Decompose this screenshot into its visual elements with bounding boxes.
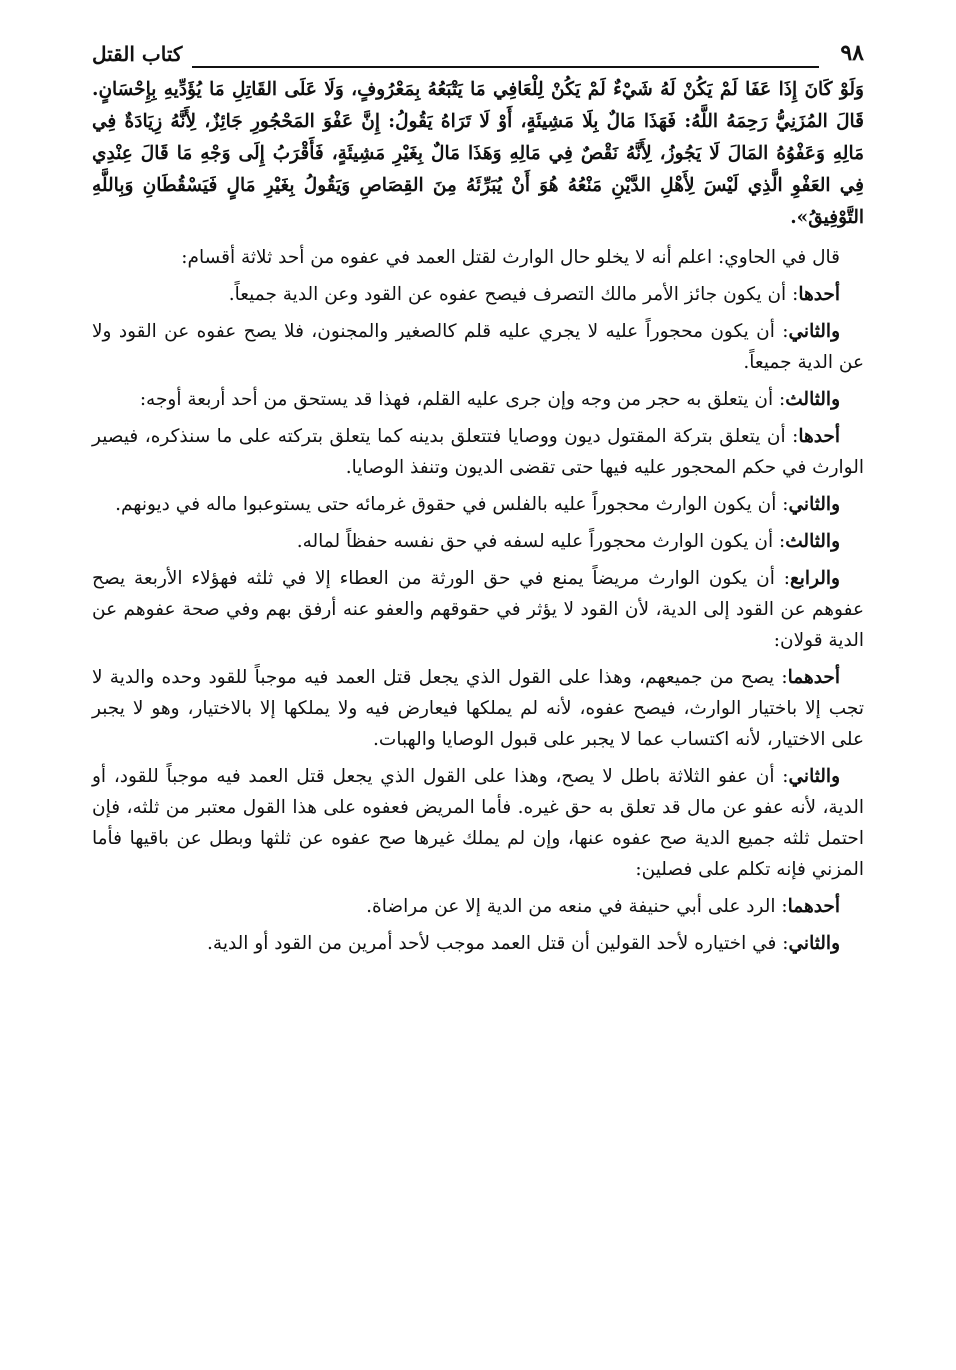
paragraph-lead: والثالث <box>785 389 840 410</box>
header-rule <box>192 66 819 68</box>
paragraph-text: : أن يتعلق بتركة المقتول ديون ووصايا فتتعلق بدينه كما يتعلق بتركته على ما سنذكره، فيصير الوارث في حكم المحجور عليه فيها حتى تقضى الديون وتنفذ الوصايا. <box>92 426 864 478</box>
paragraph <box>92 316 864 378</box>
paragraph <box>92 489 864 520</box>
paragraph-lead: والثاني <box>788 766 840 787</box>
paragraph-text: : أن يتعلق به حجر من وجه وإن جرى عليه القلم، فهذا قد يستحق من أحد أربعة أوجه: <box>139 389 786 410</box>
paragraph-intro <box>92 242 864 273</box>
quoted-text: وَلَوْ كَانَ إِذَا عَفَا لَمْ يَكُنْ لَهُ شَيْءٌ لَمْ يَكُنْ لِلْعَافِي مَا يَتْبَعُهُ بِمَعْرُوفٍ، وَلَا عَلَى القَاتِلِ مَا يُؤَدِّيهِ بِإِحْسَانٍ. قَالَ المُزَنِيُّ رَحِمَهُ اللَّهُ: فَهَذَا مَالٌ بِلَا مَشِيئَةٍ، أَوْ لَا تَرَاهُ يَقُولُ: إِنَّ عَفْوَ المَحْجُورِ جَائِزٌ، لِأَنَّهُ زِيَادَةٌ فِي مَالِهِ وَعَفْوُهُ المَالَ لَا يَجُوزُ، لِأَنَّهُ نَقْصٌ فِي مَالِهِ وَهَذَا مَالٌ بِغَيْرِ مَشِيئَةٍ، فَأَقْرَبُ إِلَى وَجْهِ مَا قَالَ عِنْدِي فِي العَفْوِ الَّذِي لَيْسَ لِأَهْلِ الدَّيْنِ مَنْعُهُ هُوَ أَنْ يُبَرِّئَهُ مِنَ القِصَاصِ وَيَقُولُ بِغَيْرِ مَالٍ فَيَسْقُطَانِ وَبِاللَّهِ التَّوْفِيقُ». <box>92 79 864 228</box>
book-page <box>92 40 864 1360</box>
paragraph <box>92 761 864 885</box>
paragraph-lead: والثالث <box>785 531 840 552</box>
paragraph-text: : أن يكون الوارث محجوراً عليه لسفه في حق نفسه حفظاً لماله. <box>296 531 786 552</box>
paragraph-text: : أن يكون جائز الأمر مالك التصرف فيصح عفوه عن القود وعن الدية جميعاً. <box>228 284 799 305</box>
paragraph <box>92 526 864 557</box>
paragraph-text: : أن يكون محجوراً عليه لا يجري عليه قلم كالصغير والمجنون، فلا يصح عفوه عن القود ولا عن الدية جميعاً. <box>92 321 864 373</box>
paragraph-text: : في اختياره لأحد القولين أن قتل العمد موجب لأحد أمرين من القود أو الدية. <box>207 933 789 954</box>
paragraph-lead: أحدهما <box>787 896 840 917</box>
paragraph <box>92 928 864 959</box>
paragraph-lead: والثاني <box>788 494 840 515</box>
paragraph-text: : أن عفو الثلاثة باطل لا يصح، وهذا على القول الذي يجعل قتل العمد فيه موجباً للقود، أو الدية، لأنه عفو عن مال قد تعلق به حق غيره. فأما المريض فعفوه على هذا القول معتبر من ثلثه، فإن احتمل ثلثه جميع الدية صح عفوه عنها، وإن لم يملك غيرها صح عفوه عن ثلثها وبطل عن باقيها فأما المزني فإنه تكلم على فصلين: <box>92 766 864 880</box>
paragraph <box>92 384 864 415</box>
paragraph-text: : يصح من جميعهم، وهذا على القول الذي يجعل قتل العمد فيه موجباً للقود وحده والدية لا تجب إلا باختيار الوارث، فيصح عفوه، لأنه لم يملكها فيعارض فيه ولا يملكها إلا بالاختيار، وهو لا يجبر على الاختيار، لأنه اكتساب عما لا يجبر على قبول الوصايا والهبات. <box>92 667 864 750</box>
paragraph-lead: والثاني <box>788 321 840 342</box>
paragraph <box>92 421 864 483</box>
paragraph <box>92 662 864 755</box>
running-title: كتاب القتل <box>92 42 183 66</box>
paragraph-text: : أن يكون الوارث محجوراً عليه بالفلس في حقوق غرمائه حتى يستوعبوا ماله في ديونهم. <box>115 494 789 515</box>
paragraph <box>92 891 864 922</box>
paragraph-text: قال في الحاوي: اعلم أنه لا يخلو حال الوارث لقتل العمد في عفوه من أحد ثلاثة أقسام: <box>181 247 840 268</box>
paragraph-text: : أن يكون الوارث مريضاً يمنع في حق الورثة من العطاء إلا في ثلثه فهؤلاء الأربعة يصح عفوهم عن القود إلى الدية، لأن القود لا يؤثر في حقوقهم والعفو عنه أرفق بهم وفي صحة عفوهم عن الدية قولان: <box>92 568 864 651</box>
paragraph-lead: أحدها <box>798 426 840 447</box>
paragraph <box>92 279 864 310</box>
page-number: ٩٨ <box>840 40 864 66</box>
paragraph <box>92 563 864 656</box>
page-header <box>92 40 864 74</box>
paragraph-lead: والثاني <box>788 933 840 954</box>
paragraph-text: : الرد على أبي حنيفة في منعه من الدية إلا عن مراضاة. <box>366 896 788 917</box>
paragraph-lead: والرابع <box>789 568 840 589</box>
paragraph-lead: أحدهما <box>787 667 840 688</box>
paragraph-lead: أحدها <box>798 284 840 305</box>
